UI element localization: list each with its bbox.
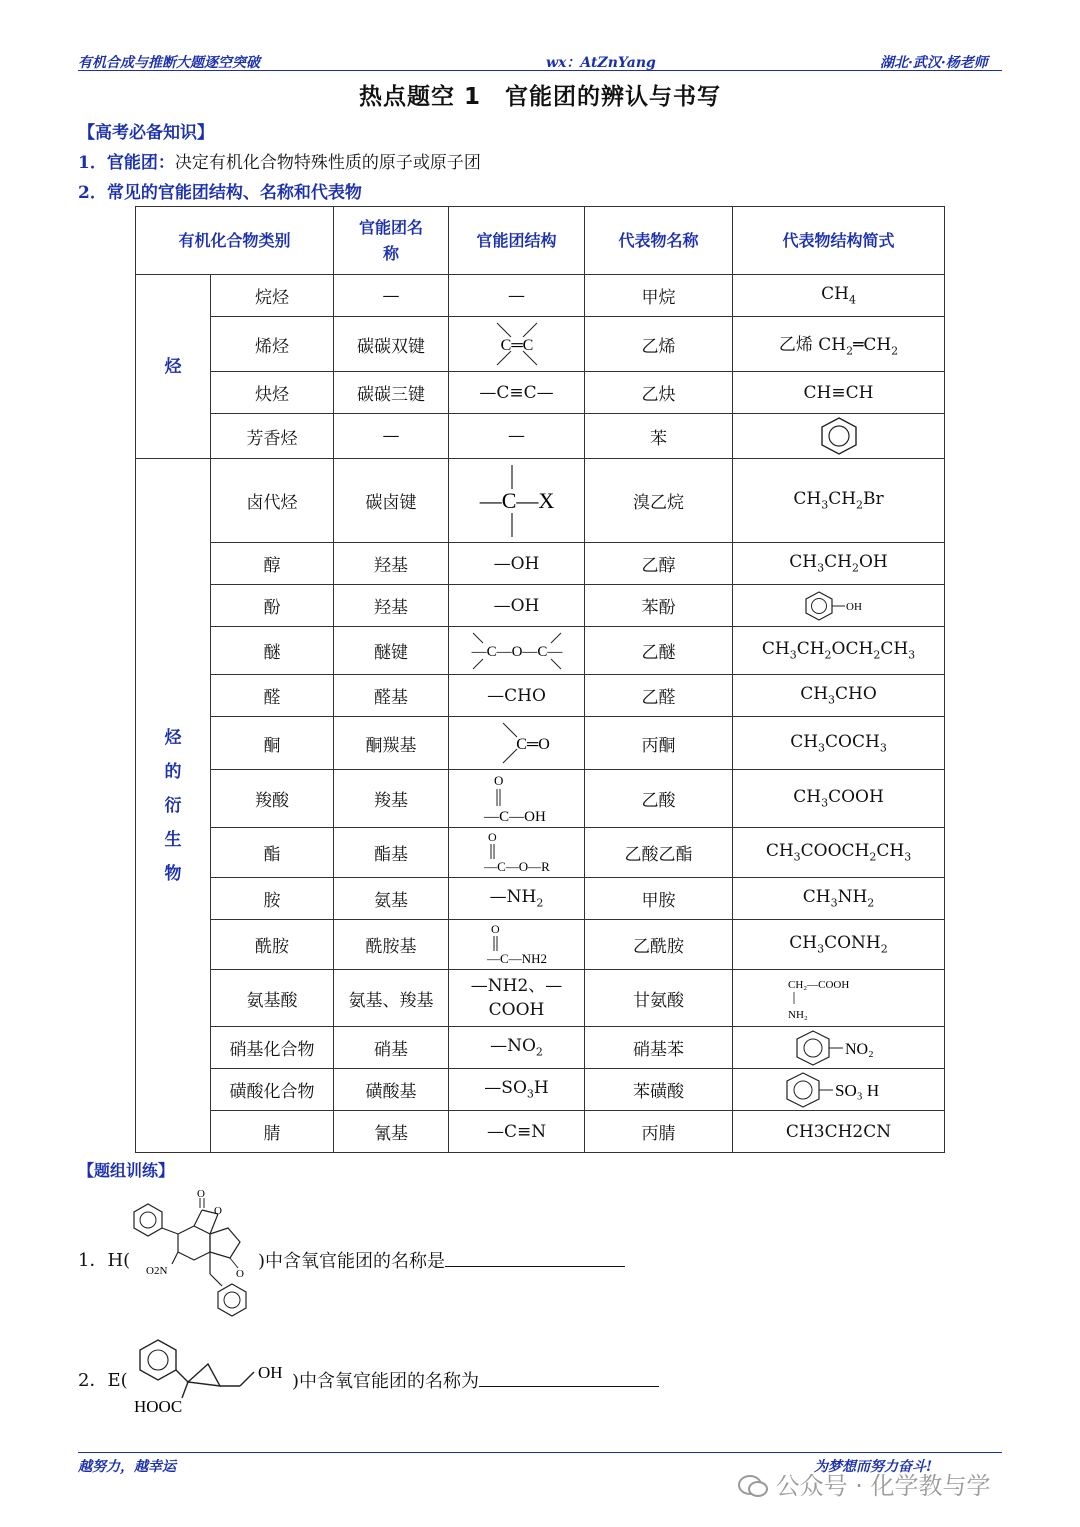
footer-rule	[78, 1452, 1002, 1453]
table-row	[136, 1111, 945, 1153]
cell-formula	[733, 585, 945, 627]
cell-class: 醇	[211, 543, 334, 585]
svg-text:SO₃ H: SO₃ H	[834, 1080, 879, 1100]
cell-fg: 碳卤键	[334, 459, 449, 543]
cell-formula: $CH_3CH_2OCH_2CH_3$	[733, 627, 945, 675]
cell-struct	[449, 717, 585, 770]
watermark-text: 公众号 · 化学教与学	[775, 1472, 991, 1500]
ether-structure	[457, 629, 577, 673]
phenol-oh-label: OH	[845, 600, 862, 613]
cell-struct: —OH	[449, 543, 585, 585]
ether-label: —C—O—C—	[471, 643, 562, 660]
cell-formula: $CH_3CH_2OH$	[733, 543, 945, 585]
q1-answer-blank[interactable]	[445, 1246, 625, 1267]
ketone-structure	[467, 719, 567, 767]
col-header: 代表物结构简式	[733, 207, 945, 275]
cell-rep: 乙炔	[585, 372, 733, 414]
cell-fg: 酮羰基	[334, 717, 449, 770]
watermark	[738, 1466, 991, 1501]
cell-class: 磺酸化合物	[211, 1069, 334, 1111]
carboxyl-label: —C—OH	[483, 808, 546, 825]
cell-formula: $CH_3COOH$	[733, 770, 945, 828]
cell-formula: $CH_3COOCH_2CH_3$	[733, 828, 945, 878]
phenol-structure	[799, 590, 879, 622]
table-row	[136, 585, 945, 627]
cell-struct	[449, 770, 585, 828]
cell-class: 酮	[211, 717, 334, 770]
cell-rep: 乙酸	[585, 770, 733, 828]
group-derivative	[136, 459, 211, 1153]
cell-rep: 乙酰胺	[585, 920, 733, 970]
cell-fg: 羟基	[334, 585, 449, 627]
cell-fg: —	[334, 275, 449, 317]
cell-fg: 醛基	[334, 675, 449, 717]
wechat-icon	[738, 1475, 768, 1497]
cell-struct: —	[449, 414, 585, 459]
cell-rep: 溴乙烷	[585, 459, 733, 543]
cell-rep: 乙醚	[585, 627, 733, 675]
item-1	[78, 148, 481, 173]
cell-rep: 乙醛	[585, 675, 733, 717]
cell-fg: 氨基、羧基	[334, 970, 449, 1027]
ester-structure	[467, 829, 567, 877]
cell-rep: 乙酸乙酯	[585, 828, 733, 878]
question-2-text	[292, 1366, 659, 1393]
alkene-structure	[467, 319, 567, 369]
table-row	[136, 414, 945, 459]
cell-fg: 酯基	[334, 828, 449, 878]
glycine-structure	[784, 974, 894, 1022]
cell-fg: 氨基	[334, 878, 449, 920]
cell-rep: 苯	[585, 414, 733, 459]
cell-struct: $—NO_2$	[449, 1027, 585, 1069]
cell-struct: $—SO_3H$	[449, 1069, 585, 1111]
cell-fg: 醚键	[334, 627, 449, 675]
cell-formula	[733, 970, 945, 1027]
svg-text:O: O	[490, 921, 500, 936]
cell-class: 酚	[211, 585, 334, 627]
cell-struct: $—NH_2$	[449, 878, 585, 920]
cell-fg: —	[334, 414, 449, 459]
svg-text:NO₂: NO₂	[844, 1040, 874, 1058]
cell-formula: CH3CH2CN	[733, 1111, 945, 1153]
nitrobenzene-structure	[789, 1029, 889, 1067]
col-header: 官能团结构	[449, 207, 585, 275]
cell-fg: 碳碳双键	[334, 317, 449, 372]
cell-class: 氨基酸	[211, 970, 334, 1027]
table-row	[136, 770, 945, 828]
question-1-text	[258, 1246, 625, 1273]
haloalkane-structure	[462, 461, 572, 541]
table-row	[136, 1069, 945, 1111]
cell-rep: 丙酮	[585, 717, 733, 770]
svg-text:O: O	[214, 1205, 222, 1217]
cell-class: 羧酸	[211, 770, 334, 828]
svg-text:O: O	[493, 772, 503, 788]
table-header-row	[136, 207, 945, 275]
cell-class: 腈	[211, 1111, 334, 1153]
cell-struct: —C≡C—	[449, 372, 585, 414]
cell-class: 醚	[211, 627, 334, 675]
cell-fg: 羟基	[334, 543, 449, 585]
table-row	[136, 878, 945, 920]
col-header: 官能团名称	[334, 207, 449, 275]
svg-text:NH₂: NH₂	[787, 1009, 808, 1021]
cell-rep: 甘氨酸	[585, 970, 733, 1027]
benzenesulfonic-structure	[779, 1071, 899, 1109]
cell-class: 烯烃	[211, 317, 334, 372]
cell-class: 醛	[211, 675, 334, 717]
item-2-heading: 2．常见的官能团结构、名称和代表物	[78, 183, 362, 203]
cell-struct	[449, 627, 585, 675]
item-1-text: 决定有机化合物特殊性质的原子或原子团	[174, 153, 481, 173]
item-1-num: 1．	[78, 153, 107, 173]
cell-rep: 苯磺酸	[585, 1069, 733, 1111]
page-title: 热点题空 1 官能团的辨认与书写	[358, 84, 721, 110]
q1-o-label: O	[197, 1188, 205, 1200]
cell-struct: —OH	[449, 585, 585, 627]
header-right: 湖北·武汉·杨老师	[880, 55, 988, 71]
table-row	[136, 970, 945, 1027]
cell-fg: 碳碳三键	[334, 372, 449, 414]
header-left: 有机合成与推断大题逐空突破	[78, 55, 260, 71]
cell-struct	[449, 459, 585, 543]
cell-formula	[733, 414, 945, 459]
question-1	[78, 1246, 130, 1272]
table-row	[136, 275, 945, 317]
cell-formula: $CH_3CH_2Br$	[733, 459, 945, 543]
table-row	[136, 828, 945, 878]
cell-formula: $CH_3COCH_3$	[733, 717, 945, 770]
cell-rep: 甲胺	[585, 878, 733, 920]
cell-rep: 乙烯	[585, 317, 733, 372]
q2-answer-blank[interactable]	[479, 1366, 659, 1387]
cell-rep: 苯酚	[585, 585, 733, 627]
cell-class: 烷烃	[211, 275, 334, 317]
cell-struct	[449, 317, 585, 372]
cell-formula: CH≡CH	[733, 372, 945, 414]
cell-formula: $CH_3NH_2$	[733, 878, 945, 920]
q2-prefix: E(	[107, 1370, 128, 1391]
cell-fg: 酰胺基	[334, 920, 449, 970]
ester-label: —C—O—R	[483, 858, 550, 874]
table-row	[136, 372, 945, 414]
cell-rep: 丙腈	[585, 1111, 733, 1153]
q1-prefix: H(	[107, 1250, 131, 1271]
carboxyl-structure	[467, 772, 567, 826]
header-rule	[78, 70, 1002, 71]
cell-rep: 甲烷	[585, 275, 733, 317]
q1-molecule	[126, 1188, 260, 1326]
haloalkane-label: —C—X	[479, 487, 554, 513]
cell-struct: —NH2、—COOH	[449, 970, 585, 1027]
cell-formula: $CH_3CHO$	[733, 675, 945, 717]
table-row	[136, 459, 945, 543]
practice-heading: 【题组训练】	[78, 1161, 175, 1180]
cell-formula: $CH_3CONH_2$	[733, 920, 945, 970]
q2-oh-label: OH	[258, 1363, 283, 1382]
cell-formula	[733, 1069, 945, 1111]
cell-class: 卤代烃	[211, 459, 334, 543]
knowledge-heading: 【高考必备知识】	[78, 123, 214, 143]
cell-class: 芳香烃	[211, 414, 334, 459]
alkene-label: C═C	[500, 337, 533, 354]
cell-struct	[449, 920, 585, 970]
item-1-term: 官能团：	[106, 153, 175, 173]
table-row	[136, 317, 945, 372]
ketone-label: C═O	[515, 736, 550, 753]
svg-text:CH₂—COOH: CH₂—COOH	[787, 979, 849, 991]
cell-class: 酯	[211, 828, 334, 878]
benzene-ring-icon	[817, 416, 861, 456]
amide-structure	[467, 921, 567, 969]
cell-fg: 硝基	[334, 1027, 449, 1069]
cell-struct: —CHO	[449, 675, 585, 717]
cell-struct: —C≡N	[449, 1111, 585, 1153]
cell-formula: 乙烯 $CH_2═CH_2$	[733, 317, 945, 372]
footer-left: 越努力，越幸运	[78, 1459, 176, 1475]
cell-class: 酰胺	[211, 920, 334, 970]
amide-label: —C—NH2	[486, 950, 547, 966]
q2-hooc-label: HOOC	[134, 1397, 183, 1416]
cell-formula: $CH_4$	[733, 275, 945, 317]
footer-right: 为梦想而努力奋斗!	[814, 1459, 933, 1475]
cell-class: 胺	[211, 878, 334, 920]
header-center: wx：AtZnYang	[546, 55, 656, 71]
cell-struct: —	[449, 275, 585, 317]
group-hydrocarbon: 烃	[136, 275, 211, 459]
svg-text:O: O	[236, 1268, 244, 1280]
cell-rep: 乙醇	[585, 543, 733, 585]
cell-class: 硝基化合物	[211, 1027, 334, 1069]
q1-no2-label: O2N	[146, 1265, 168, 1277]
col-header: 代表物名称	[585, 207, 733, 275]
table-row	[136, 1027, 945, 1069]
table-row	[136, 543, 945, 585]
q2-molecule	[124, 1334, 298, 1420]
table-row	[136, 920, 945, 970]
q1-suffix: )中含氧官能团的名称是	[258, 1251, 446, 1272]
cell-fg: 羧基	[334, 770, 449, 828]
q2-suffix: )中含氧官能团的名称为	[292, 1371, 480, 1392]
cell-struct	[449, 828, 585, 878]
svg-text:O: O	[487, 829, 497, 844]
q1-num: 1．	[78, 1250, 108, 1271]
col-header: 有机化合物类别	[136, 207, 334, 275]
cell-class: 炔烃	[211, 372, 334, 414]
q2-num: 2．	[78, 1370, 108, 1391]
group-derivative-label: 烃的衍生物	[164, 727, 182, 884]
functional-group-table	[135, 206, 944, 1153]
cell-formula	[733, 1027, 945, 1069]
cell-rep: 硝基苯	[585, 1027, 733, 1069]
cell-fg: 氰基	[334, 1111, 449, 1153]
table-row	[136, 717, 945, 770]
cell-fg: 磺酸基	[334, 1069, 449, 1111]
table-row	[136, 627, 945, 675]
question-2	[78, 1366, 128, 1392]
table-row	[136, 675, 945, 717]
